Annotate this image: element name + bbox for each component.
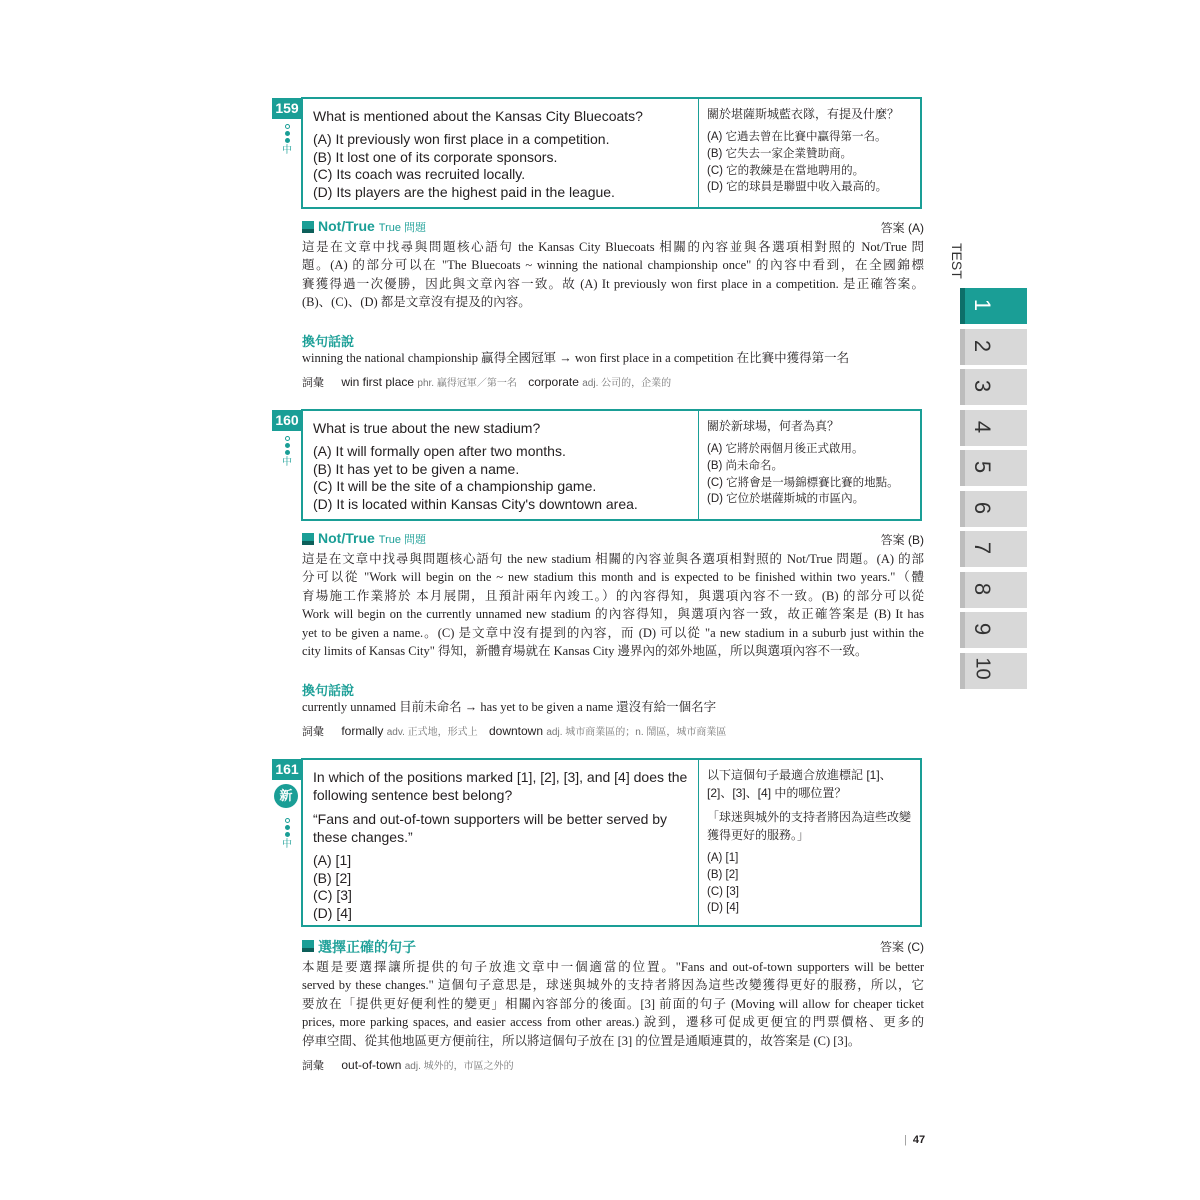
question-text-zh: 關於堪薩斯城藍衣隊，有提及什麼？ xyxy=(707,107,900,121)
question-text-zh: 關於新球場，何者為真？ xyxy=(707,419,840,433)
question-box xyxy=(301,758,922,927)
square-marker-icon xyxy=(302,940,314,952)
option-zh: (B) 它失去一家企業贊助商。 xyxy=(707,147,853,160)
option-zh: (C) [3] xyxy=(707,885,739,898)
tab-test-6[interactable]: 6 xyxy=(960,491,1027,527)
question-text-zh: 以下這個句子最適合放進標記 [1]、[2]、[3]、[4] 中的哪位置？ xyxy=(707,768,892,800)
answer-label: 答案 (B) xyxy=(880,533,924,547)
question-chinese xyxy=(699,99,920,207)
vocabulary: 詞彙 out-of-town adj. 城外的，市區之外的 xyxy=(302,1058,514,1072)
option-zh: (A) [1] xyxy=(707,852,739,864)
question-type-title: Not/True True 問題 xyxy=(318,530,427,546)
option-zh: (B) 尚未命名。 xyxy=(707,459,784,472)
option-zh: (C) 它將會是一場錦標賽比賽的地點。 xyxy=(707,476,899,489)
option: (D) [4] xyxy=(313,904,352,921)
paraphrase-heading: 換句話說 xyxy=(302,683,355,698)
difficulty-indicator: 中 xyxy=(280,434,294,469)
option: (A) [1] xyxy=(313,852,352,868)
question-box xyxy=(301,97,922,209)
paraphrase-heading: 換句話說 xyxy=(302,334,355,349)
tab-test-8[interactable]: 8 xyxy=(960,572,1027,608)
question-number: 161 xyxy=(272,759,302,780)
question-type-header xyxy=(301,530,924,548)
option-zh: (C) 它的教練是在當地聘用的。 xyxy=(707,164,865,177)
option: (C) It will be the site of a championship game. xyxy=(313,478,597,494)
option-zh: (A) 它將於兩個月後正式啟用。 xyxy=(707,443,864,455)
answer-label: 答案 (A) xyxy=(880,221,924,235)
vocabulary: 詞彙 formally adv. 正式地，形式上 downtown adj. 城市商業區的；n. 鬧區，城市商業區 xyxy=(302,724,727,738)
paraphrase-text: currently unnamed 目前未命名 → has yet to be given a name 還沒有給一個名字 xyxy=(302,700,717,714)
option-zh: (D) [4] xyxy=(707,902,739,915)
test-label: TEST xyxy=(949,243,965,279)
quoted-sentence: “Fans and out-of-town supporters will be better served by these changes.” xyxy=(313,811,668,845)
option: (B) It lost one of its corporate sponsors. xyxy=(313,148,558,165)
difficulty-indicator: 中 xyxy=(280,122,294,157)
question-type-header xyxy=(301,937,924,955)
option-zh: (D) 它位於堪薩斯城的市區內。 xyxy=(707,493,865,506)
question-box xyxy=(301,409,922,521)
option: (A) It previously won first place in a competition. xyxy=(313,131,610,147)
question-english xyxy=(303,760,699,925)
tab-test-7[interactable]: 7 xyxy=(960,531,1027,567)
explanation: 這是在文章中找尋與問題核心語句 the new stadium 相關的內容並與各選項相對照的 Not/True 問題。(A) 的部 分可以從 "Work will begin on the ~ new stadium this month and is expected to be finished within two years."（體 育場施工作業將於 本月展開，且預計兩年內竣工。）的內容得知，與選項內容不一致。(B) 的部分可以從 Work will begin on the currently unnamed new stadium 的內容得知，與選項內容一致，故正確答案是 (B) It has yet to be given a name.。(C) 是文章中沒有提到的內容，而 (D) 可以從 "a new stadium in a suburb just within the city limits of Kansas City" 得知，新體育場就在 Kansas City 邊界內的郊外地區，所以與選項內容不一致。 xyxy=(302,552,924,659)
explanation: 本題是要選擇讓所提供的句子放進文章中一個適當的位置。"Fans and out-of-town supporters will be better served by these changes." 這個句子意思是，球迷與城外的支持者將因為這些改變獲得更好的服務，所以，它 要放在「提供更好便利性的變更」相關內容部分的後面。[3] 前面的句子 (Moving will allow for cheaper ticket prices, more parking spaces, and easier access from other areas.) 說到，遷移可促成更便宜的門票價格、更多的 停車空間、從其他地區更方便前往，所以將這個句子放在 [3] 的位置是通順連貫的，故答案是 (C) [3]。 xyxy=(302,960,924,1048)
question-english xyxy=(303,411,699,519)
question-text: What is true about the new stadium? xyxy=(313,420,541,436)
option: (D) It is located within Kansas City's downtown area. xyxy=(313,495,638,512)
option-zh: (A) 它過去曾在比賽中贏得第一名。 xyxy=(707,131,887,143)
quoted-sentence-zh: 「球迷與城外的支持者將因為這些改變獲得更好的服務。」 xyxy=(707,810,912,842)
paraphrase-text: winning the national championship 贏得全國冠軍 → won first place in a competition 在比賽中獲得第一名 xyxy=(302,351,850,365)
option: (A) It will formally open after two months. xyxy=(313,443,566,459)
question-chinese xyxy=(699,411,920,519)
question-text: In which of the positions marked [1], [2], [3], and [4] does the following sentence best belong? xyxy=(313,769,688,803)
question-type-header xyxy=(301,218,924,236)
question-number: 159 xyxy=(272,98,302,119)
new-badge: 新 xyxy=(274,784,298,808)
question-number: 160 xyxy=(272,410,302,431)
vocabulary: 詞彙 win first place phr. 贏得冠軍／第一名 corporate adj. 公司的，企業的 xyxy=(302,375,672,389)
option: (C) Its coach was recruited locally. xyxy=(313,166,526,182)
question-english xyxy=(303,99,699,207)
test-tabs xyxy=(960,288,1027,693)
tab-test-5[interactable]: 5 xyxy=(960,450,1027,486)
square-marker-icon xyxy=(302,221,314,233)
page-number: | 47 xyxy=(904,1134,926,1146)
tab-test-10[interactable]: 10 xyxy=(960,653,1027,689)
tab-test-1[interactable]: 1 xyxy=(960,288,1027,324)
explanation: 這是在文章中找尋與問題核心語句 the Kansas City Bluecoats 相關的內容並與各選項相對照的 Not/True 問 題。(A) 的部分可以在 "The Bluecoats ~ winning the national championship once" 的內容中看到，在全國錦標 賽獲得過一次優勝，因此與文章內容一致。故 (A) It previously won first place in a competition. 是正確答案。 (B)、(C)、(D) 都是文章沒有提及的內容。 xyxy=(302,240,924,310)
question-type-title: Not/True True 問題 xyxy=(318,218,427,234)
question-type-title: 選擇正確的句子 xyxy=(318,939,416,955)
answer-label: 答案 (C) xyxy=(880,940,924,954)
difficulty-indicator: 中 xyxy=(280,816,294,851)
question-text: What is mentioned about the Kansas City Bluecoats? xyxy=(313,108,643,124)
tab-test-3[interactable]: 3 xyxy=(960,369,1027,405)
question-chinese xyxy=(699,760,920,925)
option: (C) [3] xyxy=(313,887,352,903)
option: (B) [2] xyxy=(313,869,352,886)
tab-test-4[interactable]: 4 xyxy=(960,410,1027,446)
option: (B) It has yet to be given a name. xyxy=(313,460,520,477)
tab-test-2[interactable]: 2 xyxy=(960,329,1027,365)
square-marker-icon xyxy=(302,533,314,545)
option-zh: (D) 它的球員是聯盟中收入最高的。 xyxy=(707,181,888,194)
tab-test-9[interactable]: 9 xyxy=(960,612,1027,648)
option-zh: (B) [2] xyxy=(707,868,739,881)
option: (D) Its players are the highest paid in the league. xyxy=(313,183,615,200)
